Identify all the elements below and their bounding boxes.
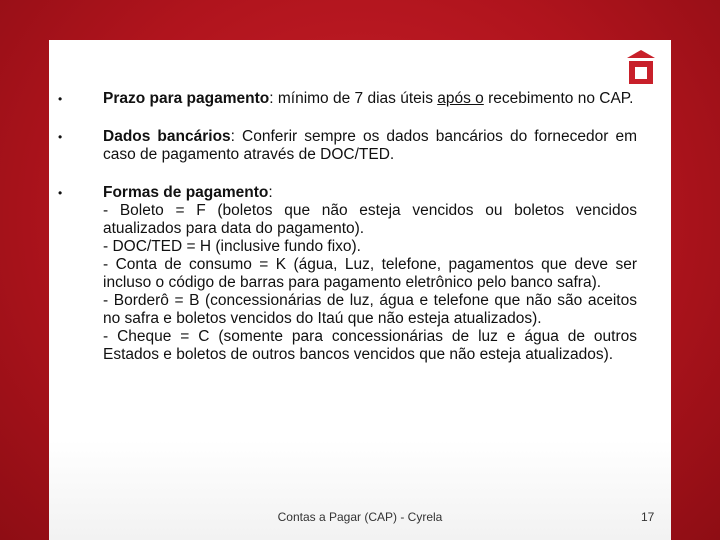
item-title: Dados bancários	[103, 128, 231, 145]
page-number: 17	[641, 510, 655, 524]
item-text: :	[268, 184, 273, 201]
payment-line-boleto: - Boleto = F (boletos que não esteja vencidos ou boletos vencidos atualizados para data do pagamento).	[103, 202, 637, 237]
payment-line-conta-consumo: - Conta de consumo = K (água, Luz, telefone, pagamentos que deve ser incluso o código de barras para pagamento eletrônico pelo banco safra).	[103, 256, 637, 291]
bullet: •	[58, 186, 63, 200]
list-item-formas	[55, 184, 637, 364]
item-text: : mínimo de 7 dias úteis	[269, 90, 438, 107]
bullet-list	[55, 90, 637, 384]
bullet: •	[58, 130, 63, 144]
list-item-prazo	[55, 90, 637, 108]
payment-line-bordero: - Borderô = B (concessionárias de luz, água e telefone que não são aceitos no safra e boletos vencidos do Itaú que não esteja atualizados).	[103, 292, 637, 327]
list-item-dados	[55, 128, 637, 164]
item-end: .	[629, 90, 634, 107]
footer-text: Contas a Pagar (CAP) - Cyrela	[277, 510, 443, 524]
item-title: Formas de pagamento	[103, 184, 269, 201]
item-title: Prazo para pagamento	[103, 90, 270, 107]
item-continuation: recebimento no CAP	[483, 90, 630, 107]
item-text: : Conferir sempre os dados bancários do fornecedor em caso de pagamento através de DOC/TED.	[103, 128, 637, 163]
payment-line-cheque: - Cheque = C (somente para concessionárias de luz e água de outros Estados e boletos de outros bancos vencidos que não esteja atualizados).	[103, 328, 637, 363]
bullet: •	[58, 92, 63, 106]
house-logo-icon	[627, 50, 655, 86]
item-underlined-text: após o	[437, 90, 484, 107]
payment-line-doc-ted: - DOC/TED = H (inclusive fundo fixo).	[103, 238, 361, 255]
